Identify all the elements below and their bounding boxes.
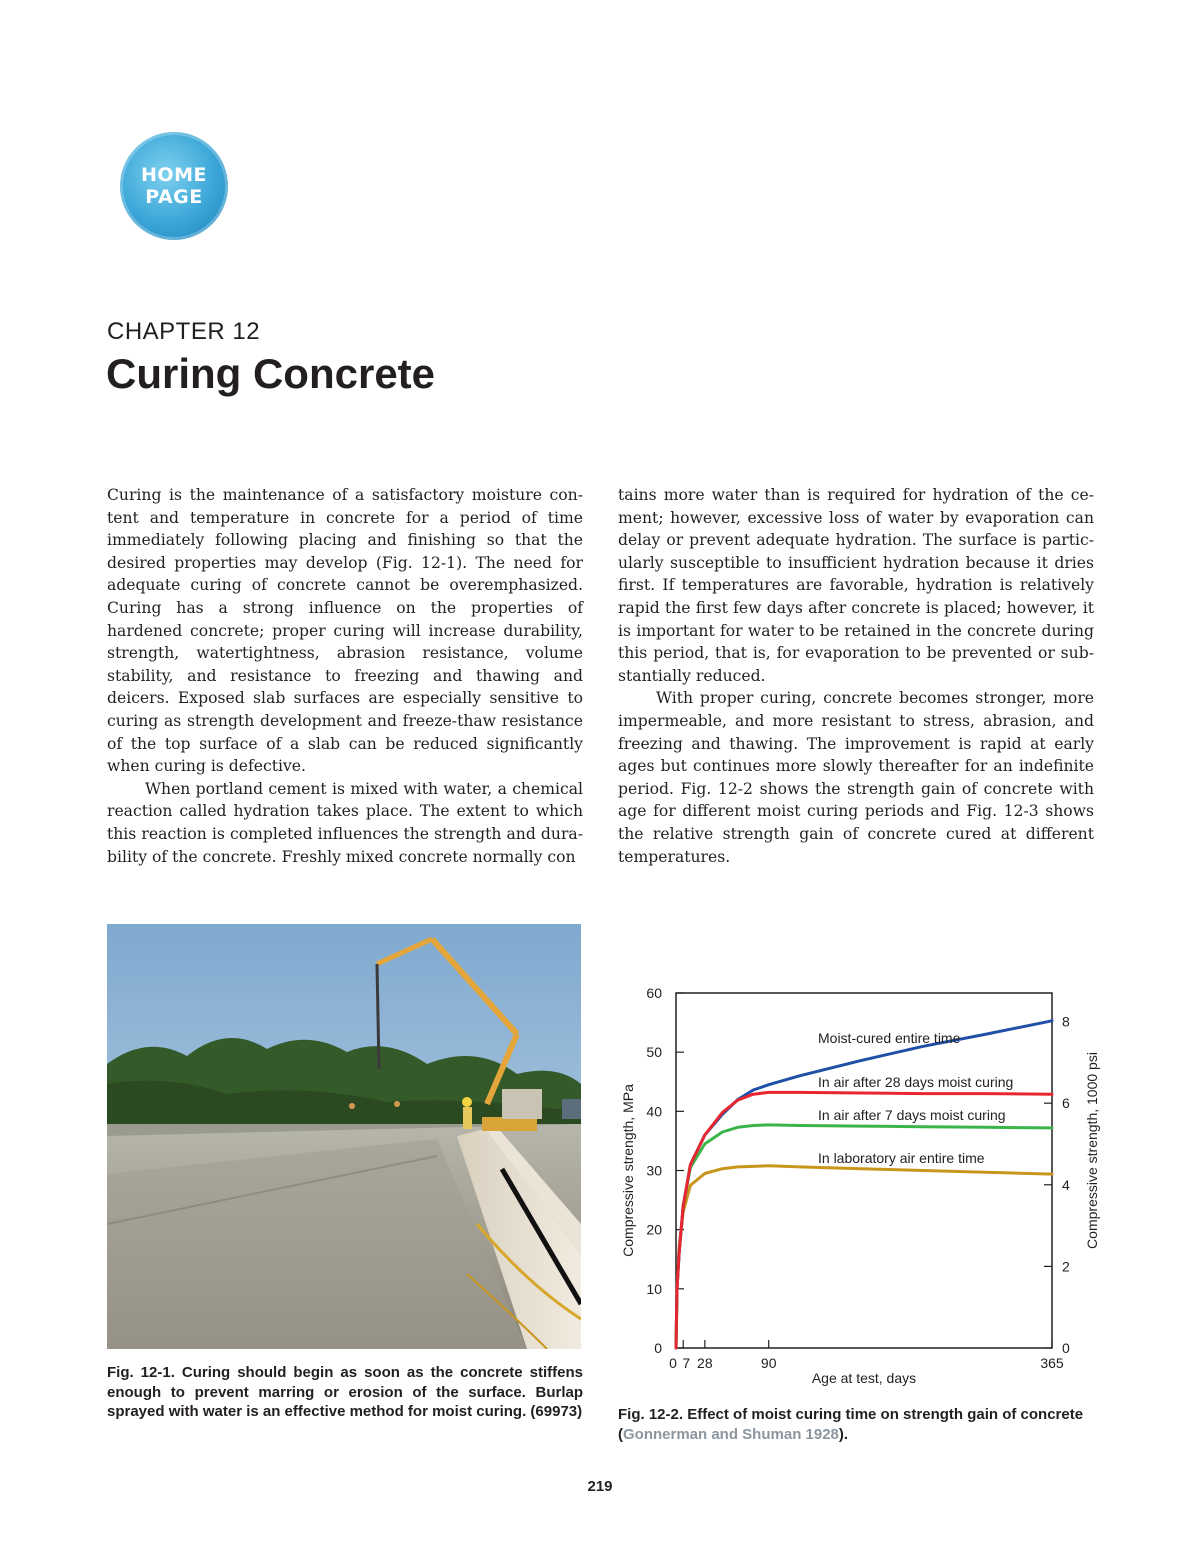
figure-caption (107, 1363, 583, 1422)
strength-gain-chart (600, 975, 1120, 1395)
y-tick-label: 50 (646, 1044, 662, 1061)
page-number: 219 (587, 1478, 613, 1495)
home-label: HOME (141, 164, 207, 186)
series-label: In laboratory air entire time (818, 1150, 985, 1166)
y-tick-label: 60 (646, 985, 662, 1001)
paragraph: When portland cement is mixed with water, a chemical reaction called hydration takes place. The extent to which this reaction is completed influences the strength and durability of the concrete. Freshly mixed concrete normally con (107, 779, 583, 866)
y-right-tick-label: 8 (1062, 1013, 1070, 1030)
y-right-tick-label: 6 (1062, 1095, 1070, 1112)
y-axis-label: Compressive strength, MPa (620, 1084, 636, 1257)
plot-frame (676, 993, 1052, 1348)
home-page-button[interactable] (120, 132, 228, 240)
x-tick-label: 28 (697, 1355, 713, 1371)
construction-photo (107, 924, 581, 1349)
y-tick-label: 10 (646, 1280, 662, 1297)
page-label: PAGE (145, 186, 203, 208)
y-right-tick-label: 4 (1062, 1176, 1070, 1193)
figure-caption (618, 1405, 1096, 1444)
paragraph: tains more water than is required for hydration of the cement; however, excessive loss of water by evaporation can delay or prevent adequate hydration. The surface is particularly susceptible to insufficient hydration because it dries first. If temperatures are favorable, hydration is relatively rapid the first few days after concrete is placed; however, it is important for water to be retained in the concrete during this period, that is, for evaporation to be prevented or substantially reduced. (618, 486, 1094, 685)
x-tick-label: 0 (669, 1355, 677, 1371)
figure-label: Fig. 12-2. (618, 1406, 684, 1423)
caption-text: Effect of moist curing time on strength gain of concrete ( (618, 1406, 1084, 1443)
y-tick-label: 20 (646, 1221, 662, 1238)
y-right-tick-label: 2 (1062, 1258, 1070, 1275)
series-label: In air after 7 days moist curing (818, 1107, 1006, 1123)
series-label: In air after 28 days moist curing (818, 1074, 1014, 1090)
series-line (676, 1092, 1052, 1348)
chapter-title: Curing Concrete (106, 350, 436, 397)
caption-end: ). (838, 1425, 849, 1443)
body-column-right (618, 484, 1094, 868)
y-tick-label: 40 (646, 1103, 662, 1120)
y-tick-label: 0 (654, 1340, 662, 1356)
series-line (676, 1166, 1052, 1348)
series-line (676, 1021, 1052, 1348)
y-right-axis-label: Compressive strength, 1000 psi (1084, 1052, 1100, 1249)
paragraph: Curing is the maintenance of a satisfactory moisture content and temperature in concrete for a period of time immediately following placing and finishing so that the desired properties may develop (Fig. 12-1). The need for adequate curing of concrete cannot be overemphasized. Curing has a strong influence on the properties of hardened concrete; proper curing will increase durability, strength, watertightness, abrasion resistance, volume stability, and resistance to freezing and thawing and deicers. Exposed slab surfaces are especially sensitive to curing as strength development and freeze-thaw resistance of the top surface of a slab can be reduced significantly when curing is defective. (107, 486, 583, 776)
citation-link[interactable]: Gonnerman and Shuman 1928 (623, 1425, 839, 1443)
body-column-left (107, 484, 583, 868)
y-right-tick-label: 0 (1062, 1340, 1070, 1356)
chapter-number: CHAPTER 12 (107, 318, 261, 345)
x-axis-label: Age at test, days (811, 1370, 917, 1386)
x-tick-label: 365 (1040, 1355, 1064, 1371)
series-label: Moist-cured entire time (818, 1030, 961, 1046)
caption-text: Curing should begin as soon as the concrete stiffens enough to prevent marring or erosion of the surface. Burlap sprayed with water is an effective method for moist curing. (69973) (107, 1364, 583, 1420)
x-tick-label: 7 (682, 1355, 691, 1371)
paragraph: With proper curing, concrete becomes stronger, more impermeable, and more resistant to stress, abrasion, and freezing and thawing. The improvement is rapid at early ages but continues more slowly thereafter for an indefinite period. Fig. 12-2 shows the strength gain of concrete with age for different moist curing periods and Fig. 12-3 shows the relative strength gain of concrete cured at different temperatures. (618, 689, 1094, 866)
x-tick-label: 90 (760, 1355, 777, 1371)
figure-label: Fig. 12-1. (107, 1364, 175, 1381)
y-tick-label: 30 (646, 1162, 662, 1179)
